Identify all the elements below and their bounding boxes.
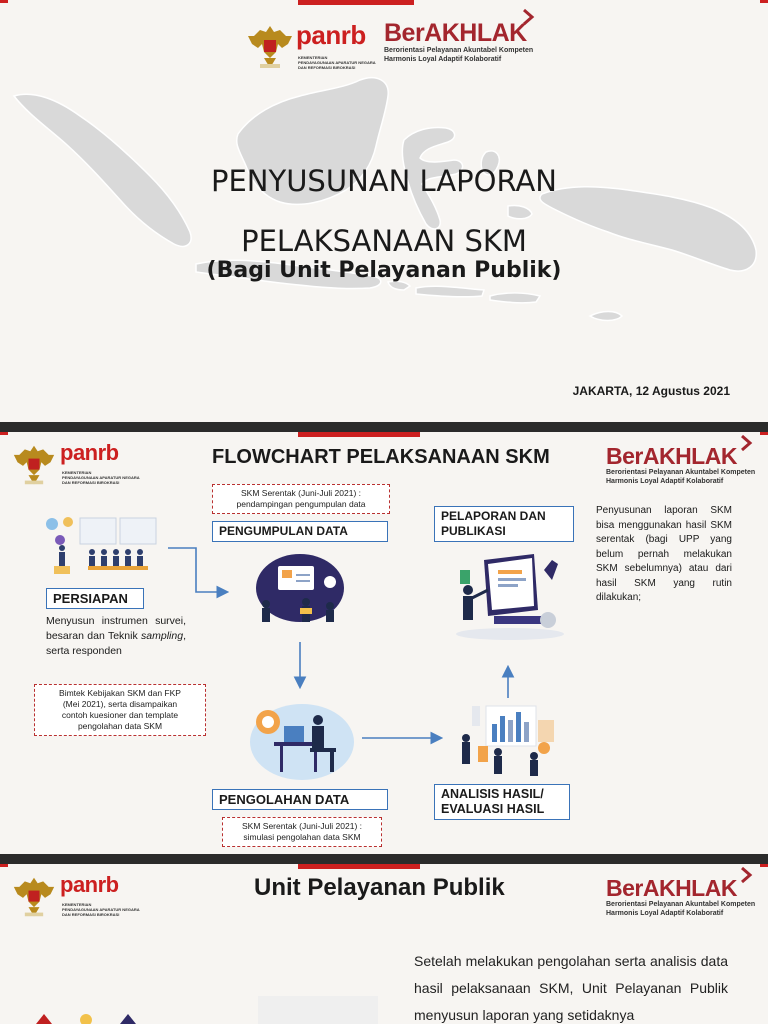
flowchart-title: FLOWCHART PELAKSANAAN SKM	[212, 446, 550, 468]
garuda-emblem-icon	[12, 874, 56, 920]
body-paragraph: Setelah melakukan pengolahan serta analisis data hasil pelaksanaan SKM, Unit Pelayanan Publik menyusun laporan yang setidaknya	[414, 953, 728, 1023]
panrb-logo-text: panrb	[296, 20, 366, 50]
corner-accent	[0, 864, 8, 867]
document-placeholder	[258, 996, 378, 1024]
berakhlak-logo: BerAKHLAK Berorientasi Pelayanan Akuntabel Kompeten Harmonis Loyal Adaptif Kolaboratif	[606, 875, 756, 917]
top-accent-bar	[298, 0, 414, 5]
ministry-name: KEMENTERIAN PENDAYAGUNAAN APARATUR NEGARA DAN REFORMASI BIROKRASI	[62, 902, 140, 917]
page-title: PENYUSUNAN LAPORAN PELAKSANAAN SKM	[210, 164, 557, 258]
step-pelaporan-publikasi: PELAPORAN DAN PUBLIKASI	[434, 506, 574, 542]
report-illustration	[30, 1010, 140, 1024]
flow-arrows	[0, 432, 768, 854]
persiapan-description: Menyusun instrumen survei, besaran dan Teknik sampling, serta responden	[46, 615, 186, 657]
chevron-mark-icon	[740, 866, 754, 884]
slide-title: Unit Pelayanan Publik	[254, 874, 505, 901]
note-pengolahan: SKM Serentak (Juni-Juli 2021) : simulasi pengolahan data SKM	[222, 817, 382, 847]
step-analisis-evaluasi: ANALISIS HASIL/ EVALUASI HASIL	[434, 784, 570, 820]
unit-pelayanan-slide	[0, 864, 768, 1024]
ministry-name: KEMENTERIAN PENDAYAGUNAAN APARATUR NEGARA DAN REFORMASI BIROKRASI	[298, 55, 376, 70]
title-slide	[0, 0, 768, 422]
panrb-logo-text: panrb	[60, 872, 119, 897]
ministry-name: KEMENTERIAN PENDAYAGUNAAN APARATUR NEGARA DAN REFORMASI BIROKRASI	[62, 470, 140, 485]
note-pengumpulan: SKM Serentak (Juni-Juli 2021) : pendampingan pengumpulan data	[212, 484, 390, 514]
chevron-mark-icon	[522, 8, 536, 26]
garuda-emblem-icon	[246, 22, 294, 72]
step-pengolahan-data: PENGOLAHAN DATA	[212, 789, 388, 810]
berakhlak-logo: BerAKHLAK Berorientasi Pelayanan Akuntabel Kompeten Harmonis Loyal Adaptif Kolaboratif	[606, 443, 756, 485]
arrow-persiapan-to-pengumpulan	[168, 548, 226, 592]
corner-accent	[0, 0, 8, 3]
pelaporan-description: Penyusunan laporan SKM bisa menggunakan hasil SKM serentak (bagi UPP yang belum pernah melakukan SKM sebelumnya) atau dari hasil SKM yang rutin dilakukan;	[596, 505, 732, 603]
step-pengumpulan-data: PENGUMPULAN DATA	[212, 521, 388, 542]
date-location: JAKARTA, 12 Agustus 2021	[572, 384, 730, 398]
flowchart-slide	[0, 432, 768, 854]
corner-accent	[760, 0, 768, 3]
top-accent-bar	[298, 864, 420, 869]
step-persiapan: PERSIAPAN	[46, 588, 144, 609]
berakhlak-logo: BerAKHLAK Berorientasi Pelayanan Akuntabel Kompeten Harmonis Loyal Adaptif Kolaboratif	[384, 19, 534, 63]
panrb-logo-text: panrb	[60, 440, 119, 465]
page-subtitle: (Bagi Unit Pelayanan Publik)	[206, 258, 562, 283]
corner-accent	[760, 864, 768, 867]
note-bimtek: Bimtek Kebijakan SKM dan FKP (Mei 2021), serta disampaikan contoh kuesioner dan template pengolahan data SKM	[34, 684, 206, 736]
